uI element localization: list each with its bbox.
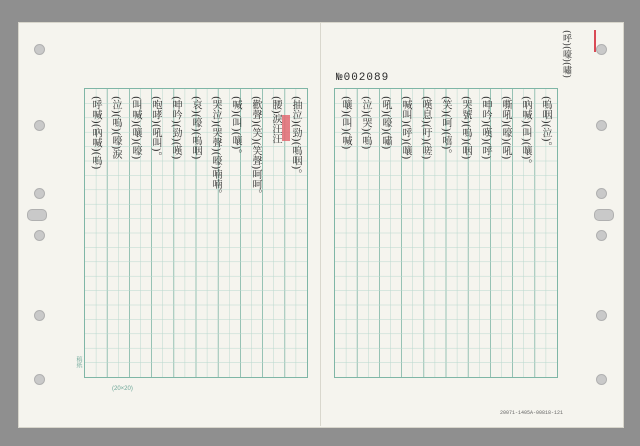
binder-hole xyxy=(596,310,607,321)
binder-hole xyxy=(596,120,607,131)
archive-number: 20071-1405A-00818-121 xyxy=(500,410,564,416)
binder-slot xyxy=(27,209,47,221)
handwritten-column: (呻吟)(勁)(嘆) xyxy=(170,96,181,160)
center-fold xyxy=(320,22,321,426)
handwritten-column: (嗚咽)(泣)。 xyxy=(540,96,551,152)
handwritten-column: (喊叫)(呼)(嚷) xyxy=(400,96,411,160)
binder-hole xyxy=(596,188,607,199)
footer-size-label: (20×20) xyxy=(112,386,133,392)
handwritten-column: (哭號)(嗚)(咽) xyxy=(460,96,471,160)
binder-hole xyxy=(596,44,607,55)
handwritten-column: (泣)(哭)(嗚) xyxy=(360,96,371,150)
handwritten-column: (呻吟)(嘆)(呼) xyxy=(480,96,491,160)
handwritten-column: (叫喊)(嚷)(嚎) xyxy=(130,96,141,160)
red-mark xyxy=(594,30,596,52)
handwritten-column: (呼喊)(吶喊)(嗚) xyxy=(90,96,101,170)
serial-number: №002089 xyxy=(336,72,390,84)
handwritten-column: (嘶吼)(嚎)(吼) xyxy=(500,96,511,160)
handwritten-column: (吶喊)(叫)(嚷)。 xyxy=(520,96,531,170)
binder-hole xyxy=(596,230,607,241)
handwritten-column: (哀)(嚎)(嗚咽) xyxy=(190,96,201,160)
binder-slot xyxy=(594,209,614,221)
binder-hole xyxy=(596,374,607,385)
handwritten-column: (嘆息)(吁)(嗟) xyxy=(420,96,431,160)
top-right-note: (呼)(嚎)(嘯) xyxy=(561,30,571,79)
binder-hole xyxy=(34,230,45,241)
binder-hole xyxy=(34,310,45,321)
handwritten-column: (咆哮)(吼叫)。 xyxy=(150,96,161,162)
handwritten-column: (嚷)(叫)(喊) xyxy=(340,96,351,150)
red-stamp xyxy=(282,115,290,141)
handwritten-column: (歡聲)(笑)(笑聲)呵呵。 xyxy=(250,96,261,200)
binder-hole xyxy=(34,188,45,199)
binder-hole xyxy=(34,374,45,385)
binder-hole xyxy=(34,44,45,55)
handwritten-column: (泣)(嗚)(嚎)淚 xyxy=(110,96,121,160)
handwritten-column: (喊)(叫)(嚷)。 xyxy=(230,96,241,160)
handwritten-column: (哭泣)(哭聲)(嚎)喃喃。 xyxy=(210,96,221,200)
handwritten-column: (笑)(呵)(嘻)。 xyxy=(440,96,451,160)
handwritten-column: (腰)淚汪汪 xyxy=(270,96,281,144)
handwritten-column: (抽泣)(勁)(嗚咽)。 xyxy=(290,96,301,180)
handwritten-column: (吼)(嚎)(嘯) xyxy=(380,96,391,150)
binder-hole xyxy=(34,120,45,131)
footer-paper-label: 稿紙 xyxy=(75,356,81,368)
